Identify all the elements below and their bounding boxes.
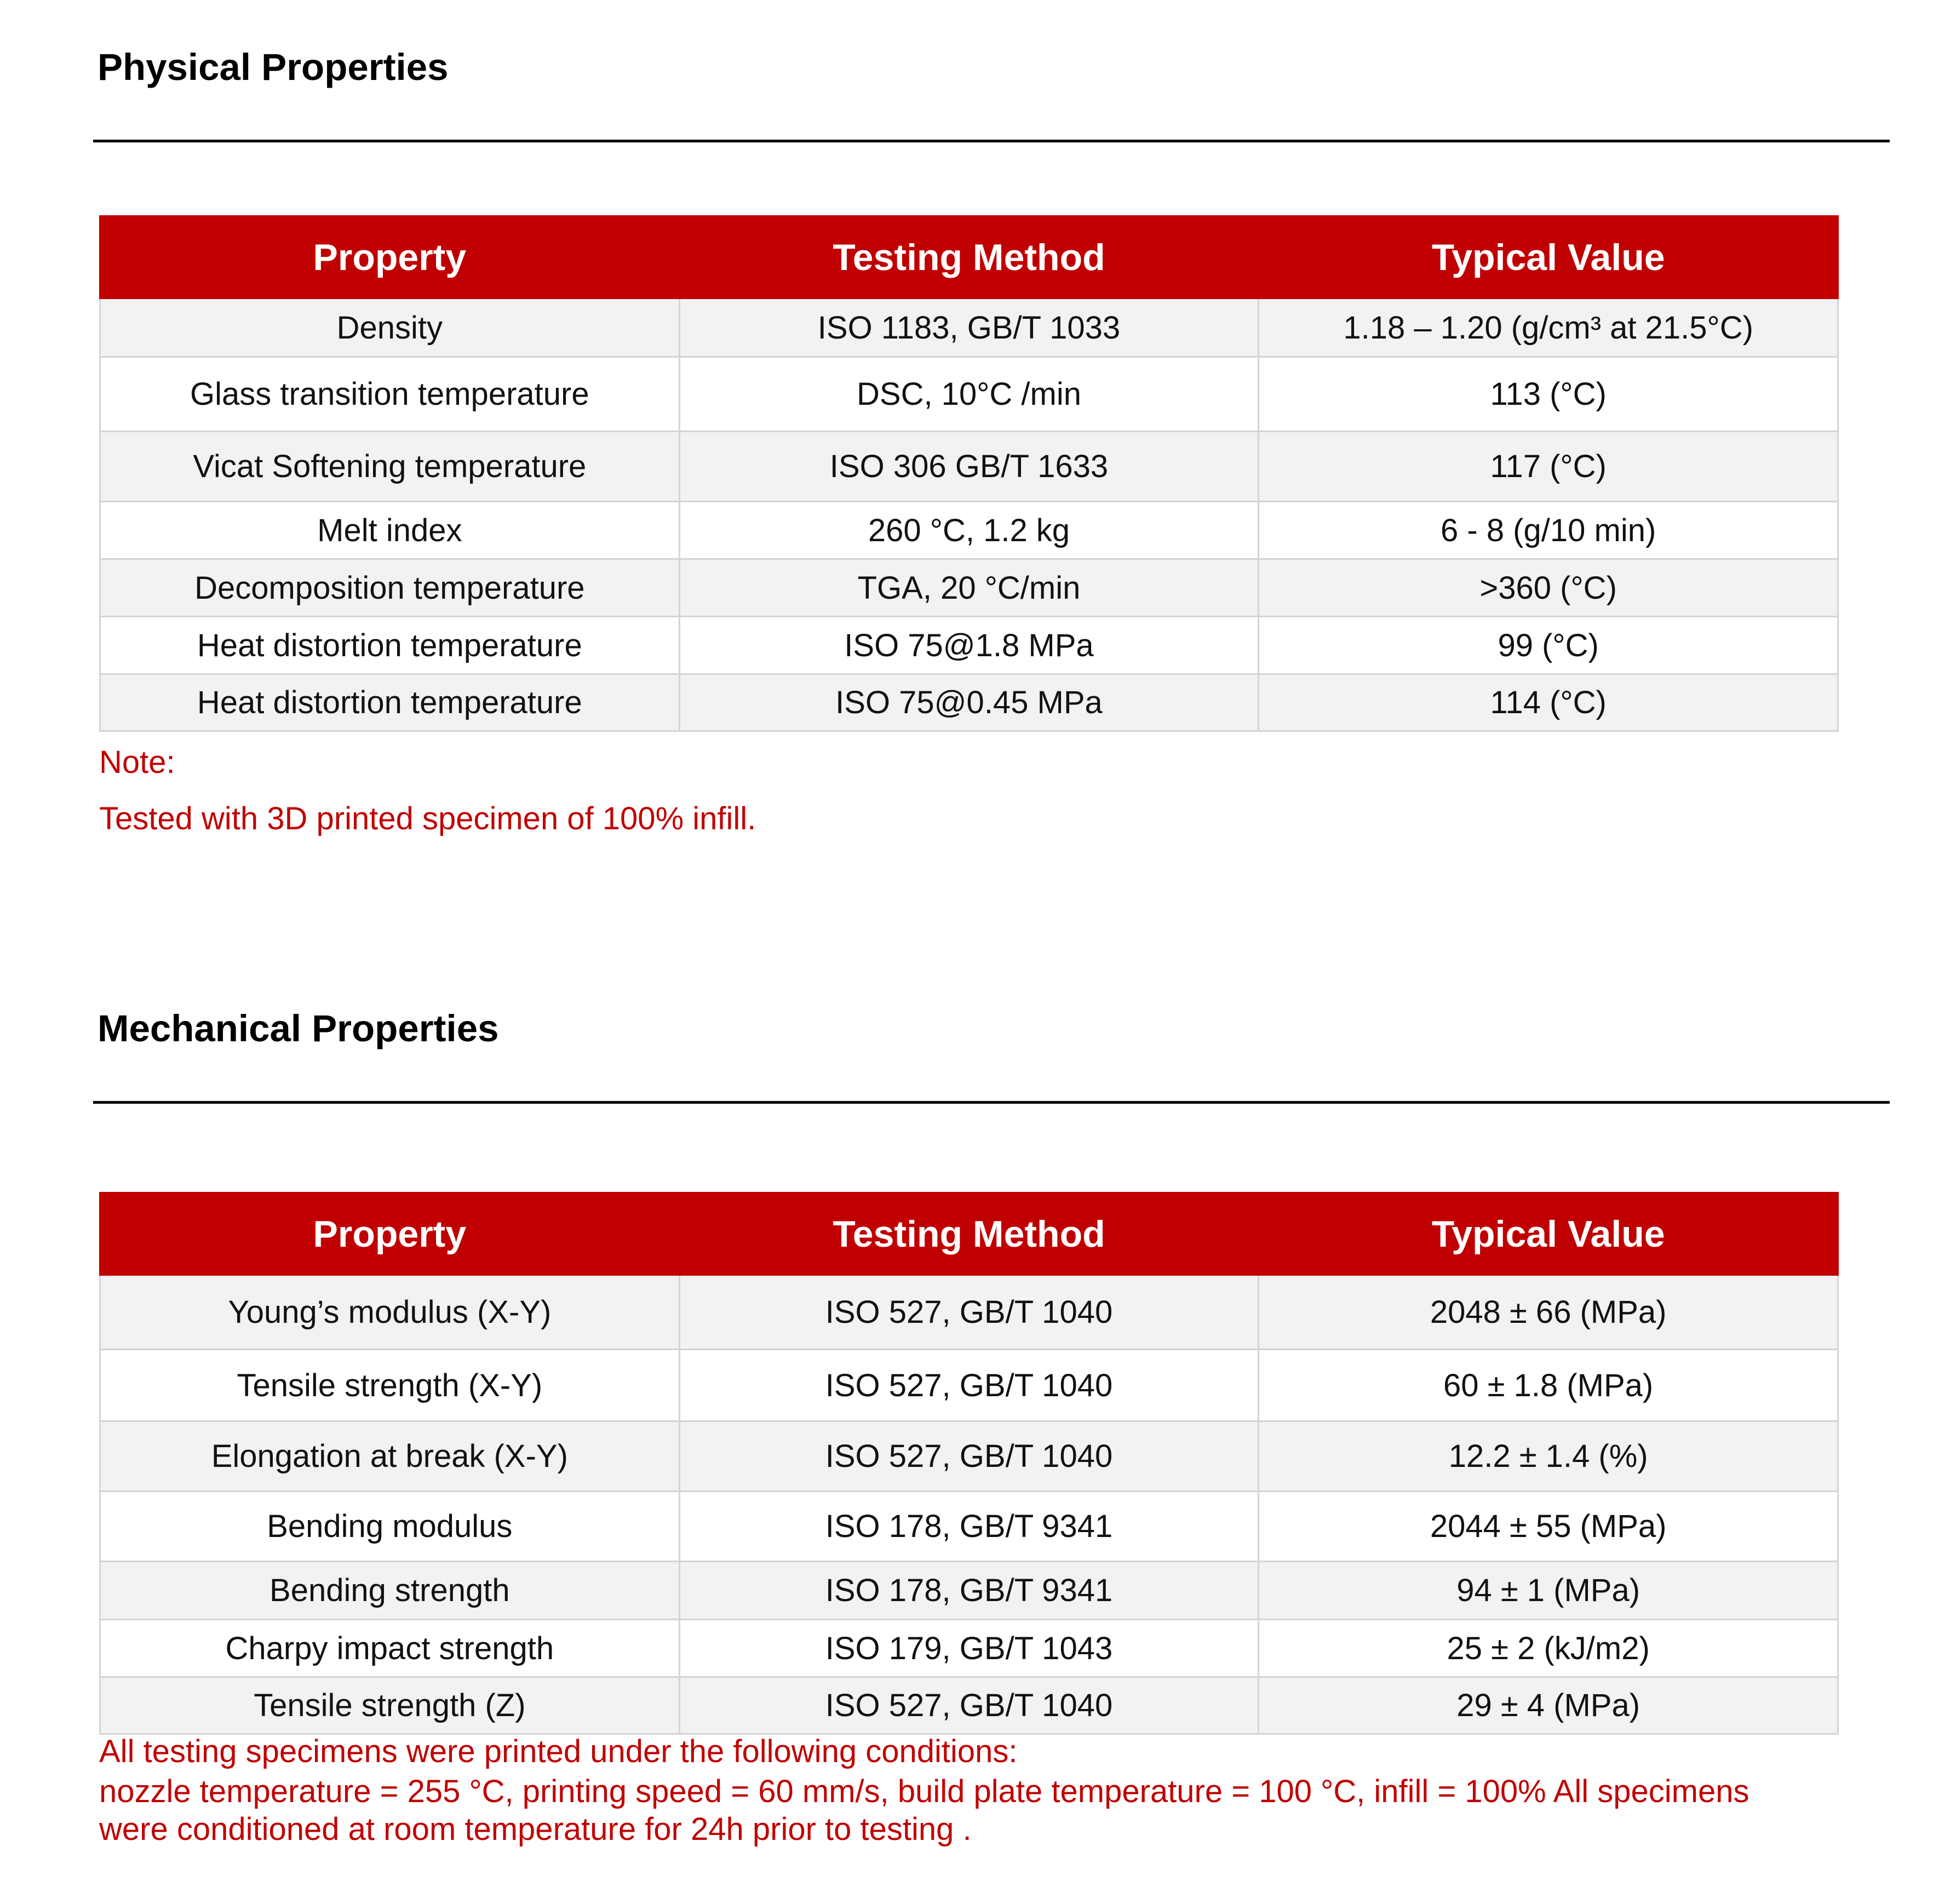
method-cell: ISO 1183, GB/T 1033 [679, 299, 1259, 357]
method-cell: DSC, 10°C /min [679, 357, 1259, 432]
table-row [100, 559, 1838, 617]
table-row [100, 1677, 1838, 1734]
table-row [100, 1350, 1838, 1421]
value-cell: 2044 ± 55 (MPa) [1259, 1492, 1838, 1562]
method-cell: ISO 527, GB/T 1040 [679, 1275, 1259, 1350]
table-row [100, 1562, 1838, 1620]
value-cell: 25 ± 2 (kJ/m2) [1259, 1620, 1838, 1677]
value-cell: 1.18 – 1.20 (g/cm³ at 21.5°C) [1259, 299, 1838, 357]
property-cell: Melt index [100, 502, 680, 559]
property-cell: Bending strength [100, 1562, 680, 1620]
table-row [100, 1620, 1838, 1677]
method-cell: ISO 178, GB/T 9341 [679, 1492, 1259, 1562]
table-row [100, 617, 1838, 674]
method-cell: 260 °C, 1.2 kg [679, 502, 1259, 559]
value-cell: >360 (°C) [1259, 559, 1838, 617]
header-typical-value: Typical Value [1259, 216, 1838, 299]
value-cell: 114 (°C) [1259, 674, 1838, 731]
property-cell: Bending modulus [100, 1492, 680, 1562]
conditions-note-line-3: were conditioned at room temperature for 24h prior to testing . [99, 1811, 972, 1847]
header-typical-value: Typical Value [1259, 1193, 1838, 1275]
note-label: Note: [99, 744, 175, 780]
value-cell: 94 ± 1 (MPa) [1259, 1562, 1838, 1620]
value-cell: 99 (°C) [1259, 617, 1838, 674]
table-header-row [100, 216, 1838, 299]
method-cell: ISO 527, GB/T 1040 [679, 1677, 1259, 1734]
property-cell: Elongation at break (X-Y) [100, 1421, 680, 1492]
method-cell: ISO 75@0.45 MPa [679, 674, 1259, 731]
property-cell: Vicat Softening temperature [100, 432, 680, 502]
table-row [100, 1275, 1838, 1350]
value-cell: 6 - 8 (g/10 min) [1259, 502, 1838, 559]
property-cell: Heat distortion temperature [100, 617, 680, 674]
table-row [100, 299, 1838, 357]
note-text: Tested with 3D printed specimen of 100% infill. [99, 801, 756, 836]
physical-properties-table [99, 215, 1839, 732]
property-cell: Charpy impact strength [100, 1620, 680, 1677]
header-property: Property [100, 1193, 680, 1275]
value-cell: 117 (°C) [1259, 432, 1838, 502]
section-divider [93, 140, 1890, 142]
method-cell: ISO 179, GB/T 1043 [679, 1620, 1259, 1677]
table-row [100, 674, 1838, 731]
conditions-note-line-2: nozzle temperature = 255 °C, printing speed = 60 mm/s, build plate temperature = 100 °C, infill = 100% All specimens [99, 1774, 1749, 1809]
property-cell: Tensile strength (Z) [100, 1677, 680, 1734]
value-cell: 113 (°C) [1259, 357, 1838, 432]
section-divider [93, 1101, 1890, 1104]
property-cell: Glass transition temperature [100, 357, 680, 432]
value-cell: 29 ± 4 (MPa) [1259, 1677, 1838, 1734]
header-testing-method: Testing Method [679, 216, 1259, 299]
conditions-note-line-1: All testing specimens were printed under the following conditions: [99, 1734, 1018, 1769]
table-row [100, 1492, 1838, 1562]
property-cell: Density [100, 299, 680, 357]
table-row [100, 357, 1838, 432]
table-header-row [100, 1193, 1838, 1275]
method-cell: ISO 178, GB/T 9341 [679, 1562, 1259, 1620]
property-cell: Young’s modulus (X-Y) [100, 1275, 680, 1350]
mechanical-properties-title: Mechanical Properties [97, 1007, 499, 1050]
method-cell: ISO 527, GB/T 1040 [679, 1350, 1259, 1421]
physical-properties-title: Physical Properties [97, 46, 449, 88]
method-cell: ISO 75@1.8 MPa [679, 617, 1259, 674]
header-testing-method: Testing Method [679, 1193, 1259, 1275]
method-cell: ISO 306 GB/T 1633 [679, 432, 1259, 502]
mechanical-properties-table [99, 1192, 1839, 1735]
method-cell: ISO 527, GB/T 1040 [679, 1421, 1259, 1492]
method-cell: TGA, 20 °C/min [679, 559, 1259, 617]
table-row [100, 432, 1838, 502]
value-cell: 2048 ± 66 (MPa) [1259, 1275, 1838, 1350]
property-cell: Decomposition temperature [100, 559, 680, 617]
value-cell: 60 ± 1.8 (MPa) [1259, 1350, 1838, 1421]
property-cell: Heat distortion temperature [100, 674, 680, 731]
table-row [100, 502, 1838, 559]
property-cell: Tensile strength (X-Y) [100, 1350, 680, 1421]
table-row [100, 1421, 1838, 1492]
value-cell: 12.2 ± 1.4 (%) [1259, 1421, 1838, 1492]
header-property: Property [100, 216, 680, 299]
